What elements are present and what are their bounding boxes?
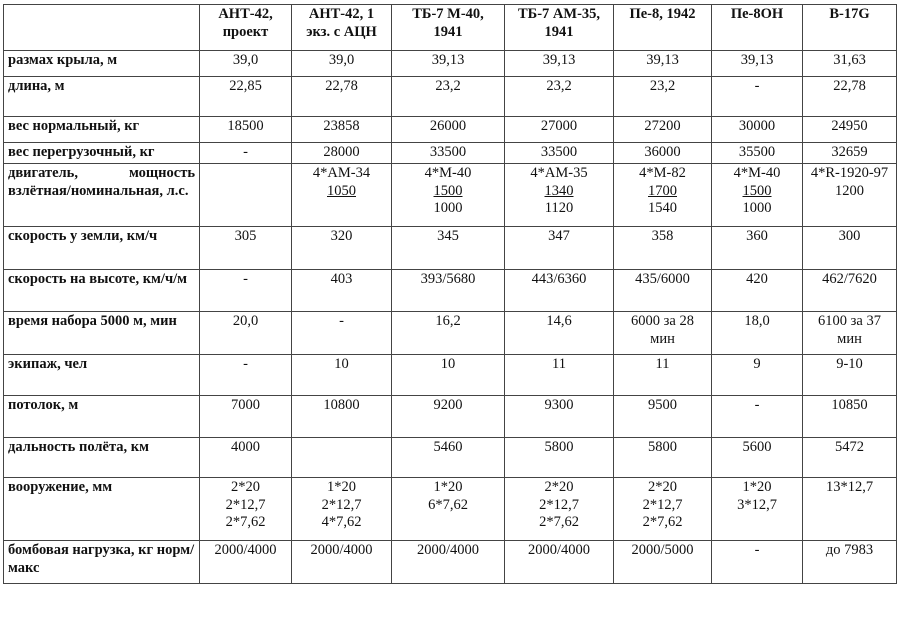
cell-line: 393/5680 [420, 271, 476, 287]
table-cell [614, 270, 712, 312]
cell-line: 435/6000 [635, 271, 690, 287]
cell-line: 4*АМ-34 [312, 165, 371, 181]
table-cell [292, 355, 392, 396]
cell-line: 39,13 [646, 52, 679, 68]
table-cell [200, 117, 292, 143]
cell-line: 10 [334, 356, 349, 372]
column-header: АНТ-42, проект [200, 5, 292, 51]
table-cell [200, 478, 292, 541]
cell-line: 443/6360 [531, 271, 587, 287]
cell-line: 5460 [433, 439, 463, 455]
column-header: Пе-8, 1942 [614, 5, 712, 51]
cell-line: 1500 [742, 182, 772, 199]
cell-line: 5800 [544, 439, 574, 455]
cell-line: 403 [330, 271, 353, 287]
table-cell [200, 312, 292, 355]
cell-line: 1700 [648, 182, 677, 199]
cell-line: 6000 за 28 [631, 313, 694, 329]
cell-line: - [754, 542, 760, 558]
table-cell [505, 438, 614, 478]
cell-line: 1340 [544, 182, 574, 199]
table-cell [712, 270, 803, 312]
table-cell [392, 227, 505, 270]
cell-line: 23,2 [649, 78, 676, 94]
cell-line: 33500 [429, 144, 467, 160]
cell-line: 11 [655, 356, 670, 372]
cell-line: 20,0 [232, 313, 259, 329]
table-cell [712, 396, 803, 438]
cell-line: 23858 [323, 118, 360, 134]
table-cell [292, 312, 392, 355]
cell-line: 39,0 [328, 52, 355, 68]
cell-line: 1*20 [742, 479, 772, 495]
table-cell [614, 541, 712, 584]
cell-line: 4*7,62 [321, 514, 362, 530]
cell-line: 30000 [738, 118, 776, 134]
table-cell [392, 438, 505, 478]
cell-line: мин [837, 330, 862, 347]
table-cell [392, 312, 505, 355]
cell-line: 39,13 [740, 52, 774, 68]
cell-line: 2*12,7 [642, 496, 683, 513]
header-corner [4, 5, 200, 51]
cell-line: 4*М-82 [639, 165, 686, 181]
cell-line: 6100 за 37 [818, 313, 881, 329]
row-length [4, 77, 897, 117]
cell-line: 9500 [648, 397, 677, 413]
row-speed-ground [4, 227, 897, 270]
table-cell [200, 77, 292, 117]
parameter-label: длина, м [4, 77, 200, 117]
parameter-label: экипаж, чел [4, 355, 200, 396]
table-cell [712, 117, 803, 143]
table-cell [292, 143, 392, 164]
cell-line: до 7983 [825, 542, 874, 558]
table-cell [200, 227, 292, 270]
table-cell [200, 396, 292, 438]
row-ceiling [4, 396, 897, 438]
parameter-label: вес нормальный, кг [4, 117, 200, 143]
cell-line: 6*7,62 [428, 496, 468, 513]
table-cell [614, 396, 712, 438]
cell-line: 2*7,62 [539, 514, 579, 530]
cell-line: 462/7620 [822, 271, 877, 287]
cell-line: 2000/4000 [214, 542, 277, 558]
cell-line: 2*12,7 [225, 496, 266, 513]
cell-line: 10800 [323, 397, 360, 413]
cell-line: 2*7,62 [642, 514, 683, 530]
cell-line: 39,13 [542, 52, 576, 68]
table-cell [803, 51, 897, 77]
table-cell [505, 541, 614, 584]
cell-line: 420 [746, 271, 768, 287]
cell-line: - [754, 78, 760, 94]
cell-line: 1200 [835, 182, 864, 199]
cell-line: 360 [746, 228, 768, 244]
parameter-label: скорость на высоте, км/ч/м [4, 270, 200, 312]
table-cell [392, 270, 505, 312]
table-cell [505, 77, 614, 117]
cell-line: 31,63 [833, 52, 866, 68]
cell-line: 7000 [231, 397, 260, 413]
table-cell [292, 227, 392, 270]
row-weight-overload [4, 143, 897, 164]
cell-line: 2*20 [648, 479, 677, 495]
table-cell [712, 355, 803, 396]
cell-line: 22,85 [229, 78, 262, 94]
parameter-label: скорость у земли, км/ч [4, 227, 200, 270]
cell-line: 2*7,62 [225, 514, 266, 530]
table-cell [505, 478, 614, 541]
table-cell [505, 227, 614, 270]
table-cell [292, 541, 392, 584]
table-cell [392, 77, 505, 117]
table-cell [200, 541, 292, 584]
cell-line: 1050 [327, 182, 356, 199]
column-header: АНТ-42, 1 экз. с АЦН [292, 5, 392, 51]
cell-line: 358 [651, 228, 674, 244]
table-cell [200, 143, 292, 164]
cell-line: 2*20 [544, 479, 574, 495]
table-cell [803, 270, 897, 312]
table-cell [392, 355, 505, 396]
cell-line: 9300 [544, 397, 574, 413]
row-wingspan [4, 51, 897, 77]
table-cell [803, 164, 897, 227]
column-header: ТБ-7 АМ-35, 1941 [505, 5, 614, 51]
table-cell [292, 438, 392, 478]
table-cell [505, 355, 614, 396]
table-cell [614, 227, 712, 270]
table-cell [614, 355, 712, 396]
parameter-label: размах крыла, м [4, 51, 200, 77]
table-cell [392, 541, 505, 584]
cell-line: - [339, 313, 344, 329]
cell-line: 26000 [429, 118, 467, 134]
cell-line: 3*12,7 [737, 496, 777, 513]
column-header: ТБ-7 М-40, 1941 [392, 5, 505, 51]
table-cell [505, 117, 614, 143]
cell-line: 4*М-40 [733, 165, 781, 181]
cell-line: 1*20 [433, 479, 463, 495]
cell-line: 35500 [738, 144, 776, 160]
table-cell [505, 143, 614, 164]
cell-line: 33500 [540, 144, 578, 160]
cell-line: 9-10 [836, 356, 863, 372]
cell-line: 11 [552, 356, 566, 372]
cell-line: 1500 [433, 182, 463, 199]
table-cell [803, 478, 897, 541]
header-row [4, 5, 897, 51]
table-cell [712, 541, 803, 584]
column-header: Пе-8ОН [712, 5, 803, 51]
cell-line: - [243, 271, 248, 287]
cell-line: 9 [753, 356, 761, 372]
row-range [4, 438, 897, 478]
table-cell [292, 51, 392, 77]
cell-line: 13*12,7 [825, 479, 874, 495]
column-header: B-17G [803, 5, 897, 51]
table-cell [200, 51, 292, 77]
table-cell [505, 51, 614, 77]
table-cell [292, 117, 392, 143]
cell-line: 5600 [742, 439, 772, 455]
row-speed-altitude [4, 270, 897, 312]
cell-line: 1000 [433, 200, 463, 216]
cell-line: 2000/4000 [310, 542, 373, 558]
table-cell [505, 312, 614, 355]
table-cell [292, 164, 392, 227]
cell-line: 4*R-1920-97 [810, 165, 889, 181]
cell-line: 9200 [433, 397, 463, 413]
parameter-label: дальность полёта, км [4, 438, 200, 478]
cell-line: 1540 [648, 200, 677, 216]
table-cell [803, 227, 897, 270]
cell-line: 36000 [644, 144, 681, 160]
table-cell [803, 312, 897, 355]
cell-line: 4000 [231, 439, 260, 455]
cell-line: 39,0 [232, 52, 259, 68]
table-cell [803, 143, 897, 164]
cell-line: 4*АМ-35 [530, 165, 588, 181]
table-cell [505, 270, 614, 312]
table-cell [292, 478, 392, 541]
cell-line: 1120 [544, 200, 574, 216]
table-cell [803, 77, 897, 117]
table-cell [614, 51, 712, 77]
table-cell [292, 396, 392, 438]
row-bomb-load [4, 541, 897, 584]
cell-line: - [243, 356, 248, 372]
table-cell [200, 270, 292, 312]
cell-line: 23,2 [435, 78, 461, 94]
table-cell [712, 143, 803, 164]
parameter-label: потолок, м [4, 396, 200, 438]
parameter-label: время набора 5000 м, мин [4, 312, 200, 355]
table-cell [803, 438, 897, 478]
cell-line: 28000 [323, 144, 360, 160]
cell-line: 347 [548, 228, 570, 244]
table-cell [614, 117, 712, 143]
table-cell [292, 270, 392, 312]
table-cell [712, 51, 803, 77]
table-cell [614, 77, 712, 117]
table-cell [505, 164, 614, 227]
table-cell [712, 312, 803, 355]
table-cell [505, 396, 614, 438]
cell-line: 32659 [831, 144, 868, 160]
table-cell [392, 143, 505, 164]
aircraft-spec-table [3, 4, 897, 584]
cell-line: 300 [838, 228, 861, 244]
row-crew [4, 355, 897, 396]
table-cell [712, 164, 803, 227]
table-cell [803, 396, 897, 438]
cell-line: 18,0 [744, 313, 770, 329]
parameter-label: бомбовая нагрузка, кг норм/макс [4, 541, 200, 584]
cell-line: 2000/4000 [416, 542, 480, 558]
cell-line: 5472 [835, 439, 864, 455]
table-cell [392, 478, 505, 541]
table-cell [614, 143, 712, 164]
cell-line: 5800 [648, 439, 677, 455]
cell-line: 22,78 [325, 78, 358, 94]
cell-line: 16,2 [435, 313, 461, 329]
parameter-label: двигатель, мощность взлётная/номинальная, л.с. [4, 164, 200, 227]
cell-line: 2000/5000 [631, 542, 694, 558]
table-cell [392, 51, 505, 77]
row-armament [4, 478, 897, 541]
cell-line: 14,6 [546, 313, 572, 329]
cell-line: 2*12,7 [321, 496, 362, 513]
cell-line: 2*12,7 [539, 496, 579, 513]
cell-line: 27000 [540, 118, 578, 134]
row-engine [4, 164, 897, 227]
parameter-label: вес перегрузочный, кг [4, 143, 200, 164]
table-cell [712, 227, 803, 270]
table-cell [614, 438, 712, 478]
table-cell [200, 355, 292, 396]
row-climb-time [4, 312, 897, 355]
cell-line: 39,13 [431, 52, 465, 68]
cell-line: - [243, 144, 248, 160]
cell-line: 2000/4000 [527, 542, 591, 558]
cell-line: 18500 [227, 118, 264, 134]
cell-line: 10850 [831, 397, 868, 413]
table-cell [292, 77, 392, 117]
cell-line: 2*20 [231, 479, 260, 495]
table-cell [614, 164, 712, 227]
table-cell [392, 117, 505, 143]
cell-line: 320 [330, 228, 353, 244]
parameter-label: вооружение, мм [4, 478, 200, 541]
cell-line: 305 [234, 228, 257, 244]
row-weight-normal [4, 117, 897, 143]
table-cell [614, 478, 712, 541]
table-cell [803, 355, 897, 396]
table-cell [392, 164, 505, 227]
table-cell [712, 438, 803, 478]
cell-line: 23,2 [546, 78, 572, 94]
table-cell [200, 438, 292, 478]
cell-line: 22,78 [833, 78, 866, 94]
table-cell [614, 312, 712, 355]
table-cell [803, 541, 897, 584]
table-cell [712, 77, 803, 117]
cell-line: 1000 [742, 200, 772, 216]
table-cell [712, 478, 803, 541]
cell-line: мин [650, 330, 675, 347]
table-cell [392, 396, 505, 438]
cell-line: 345 [437, 228, 459, 244]
table-cell [200, 164, 292, 227]
cell-line: - [754, 397, 760, 413]
cell-line: 10 [440, 356, 456, 372]
cell-line: 27200 [644, 118, 681, 134]
cell-line: 4*М-40 [424, 165, 472, 181]
cell-line: 24950 [831, 118, 868, 134]
cell-line: 1*20 [327, 479, 356, 495]
table-cell [803, 117, 897, 143]
